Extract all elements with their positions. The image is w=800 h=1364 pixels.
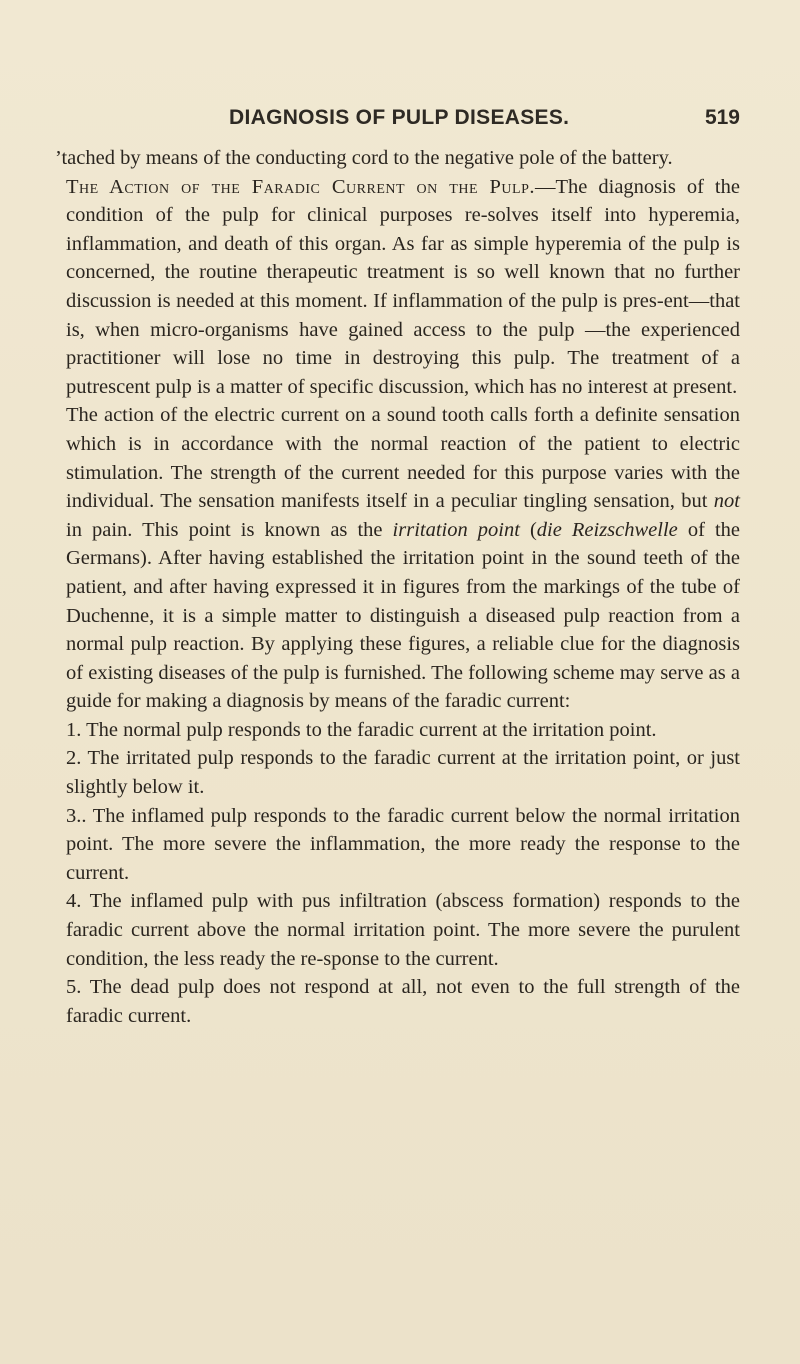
running-title: DIAGNOSIS OF PULP DISEASES. bbox=[229, 106, 570, 129]
list-item: 5. The dead pulp does not respond at all, not even to the full strength of the faradic current. bbox=[66, 976, 740, 1027]
paragraph-text: ( bbox=[519, 518, 537, 541]
section-heading: The Action of the Faradic Current on the Pulp. bbox=[66, 175, 535, 198]
emphasis-german-term: die Reizschwelle bbox=[536, 518, 678, 541]
body-text bbox=[55, 144, 740, 1030]
paragraph-text: —The diagnosis of the condition of the pulp for clinical purposes re-solves itself into hyperemia, inflammation, and death of this organ. As far as simple hyperemia of the pulp is concerned, the routine therapeutic treatment is so well known that no further discussion is needed at this moment. If inflammation of the pulp is pres-ent—that is, when micro-organisms have gained access to the pulp —the experienced practitioner will lose no time in destroying this pulp. The treatment of a putrescent pulp is a matter of specific discussion, which has no interest at present. bbox=[66, 175, 740, 398]
paragraph-continuation bbox=[55, 144, 740, 173]
paragraph-text: in pain. This point is known as the bbox=[66, 518, 393, 541]
list-item: 1. The normal pulp responds to the faradic current at the irritation point. bbox=[66, 718, 657, 741]
paragraph-irritation-point bbox=[55, 401, 740, 716]
list-item: 4. The inflamed pulp with pus infiltration (abscess formation) responds to the faradic current above the normal irritation point. The more severe the purulent condition, the less ready the re-sponse to the current. bbox=[66, 890, 740, 970]
paragraph-text: of the Germans). After having established the irritation point in the sound teeth of the patient, and after having expressed it in figures from the markings of the tube of Duchenne, it is a simple matter to distinguish a diseased pulp reaction from a normal pulp reaction. By applying these figures, a reliable clue for the diagnosis of existing diseases of the pulp is furnished. The following scheme may serve as a guide for making a diagnosis by means of the faradic current: bbox=[66, 518, 740, 713]
running-head bbox=[55, 106, 740, 138]
paragraph-text: ’tached by means of the conducting cord to the negative pole of the battery. bbox=[55, 147, 673, 169]
paragraph-text: The action of the electric current on a sound tooth calls forth a definite sensation which is in accordance with the normal reaction of the patient to electric stimulation. The strength of the current needed for this purpose varies with the individual. The sensation manifests itself in a peculiar tingling sensation, but bbox=[66, 404, 740, 513]
page-number: 519 bbox=[704, 106, 740, 129]
list-item: 2. The irritated pulp responds to the faradic current at the irritation point, or just slightly below it. bbox=[66, 747, 740, 799]
paragraph-section-heading bbox=[55, 173, 740, 402]
list-item: 3.. The inflamed pulp responds to the faradic current below the normal irritation point. The more severe the inflammation, the more ready the response to the current. bbox=[66, 804, 740, 884]
emphasis-not: not bbox=[713, 490, 740, 513]
emphasis-irritation-point: irritation point bbox=[392, 518, 520, 541]
